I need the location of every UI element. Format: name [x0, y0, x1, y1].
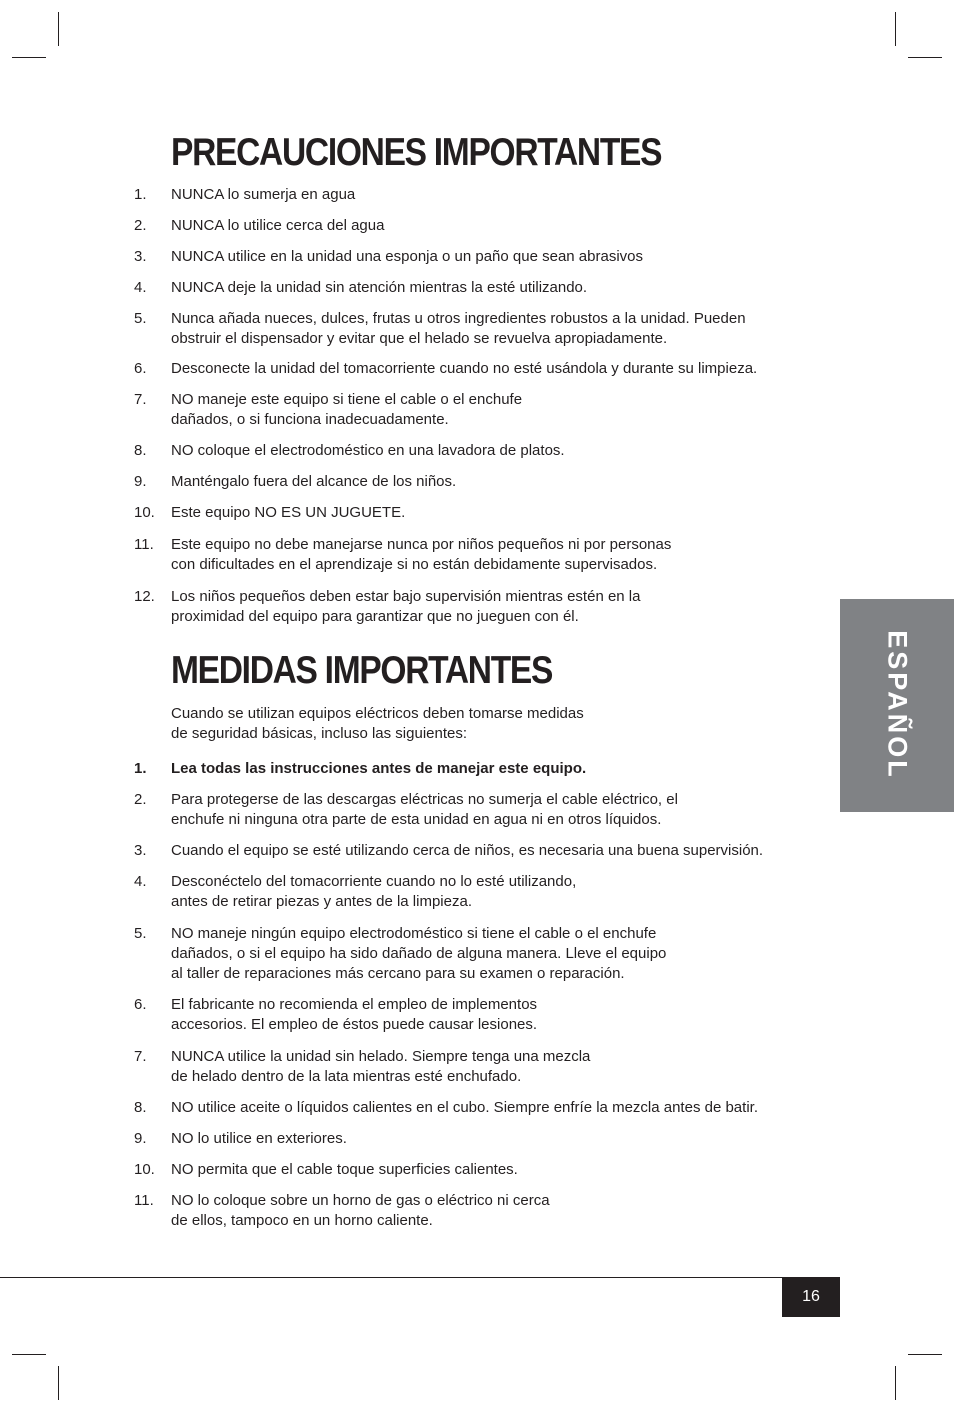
section-title-medidas: MEDIDAS IMPORTANTES	[171, 649, 553, 692]
item-text: NO lo utilice en exteriores.	[171, 1130, 347, 1147]
crop-mark	[12, 1354, 46, 1355]
item-text: NUNCA lo sumerja en agua	[171, 186, 356, 203]
item-text: Este equipo NO ES UN JUGUETE.	[171, 504, 406, 521]
item-text: NO lo coloque sobre un horno de gas o eléctrico ni cerca de ellos, tampoco en un horno caliente.	[171, 1192, 550, 1229]
item-text: NO maneje ningún equipo electrodoméstico si tiene el cable o el enchufe dañados, o si el equipo ha sido dañado de alguna manera. Lleve el equipo al taller de reparaciones más cercano para su examen o reparación.	[171, 925, 667, 982]
language-label: ESPAÑOL	[882, 630, 913, 780]
item-number: 8.	[134, 1099, 147, 1116]
item-number: 3.	[134, 248, 147, 265]
crop-mark	[895, 1366, 896, 1400]
item-number: 3.	[134, 842, 147, 859]
crop-mark	[58, 1366, 59, 1400]
item-number: 2.	[134, 791, 147, 808]
language-tab	[840, 599, 954, 812]
item-number: 1.	[134, 186, 147, 203]
item-text: Manténgalo fuera del alcance de los niños.	[171, 473, 457, 490]
item-text: NO utilice aceite o líquidos calientes en el cubo. Siempre enfríe la mezcla antes de batir.	[171, 1099, 758, 1116]
item-number: 4.	[134, 279, 147, 296]
item-text: Cuando el equipo se esté utilizando cerca de niños, es necesaria una buena supervisión.	[171, 842, 764, 859]
footer-rule	[0, 1277, 840, 1278]
item-number: 9.	[134, 473, 147, 490]
item-number: 4.	[134, 873, 147, 890]
crop-mark	[908, 57, 942, 58]
item-number: 5.	[134, 310, 147, 327]
item-text: Desconéctelo del tomacorriente cuando no lo esté utilizando, antes de retirar piezas y antes de la limpieza.	[171, 873, 577, 910]
crop-mark	[908, 1354, 942, 1355]
item-text: NO maneje este equipo si tiene el cable o el enchufe dañados, o si funciona inadecuadamente.	[171, 391, 523, 428]
item-text: El fabricante no recomienda el empleo de implementos accesorios. El empleo de éstos puede causar lesiones.	[171, 996, 538, 1033]
item-number: 6.	[134, 360, 147, 377]
item-number: 5.	[134, 925, 147, 942]
item-text: NUNCA utilice la unidad sin helado. Siempre tenga una mezcla de helado dentro de la lata mientras esté enchufado.	[171, 1048, 591, 1085]
item-text: NUNCA utilice en la unidad una esponja o un paño que sean abrasivos	[171, 248, 643, 265]
item-number: 7.	[134, 1048, 147, 1065]
item-number: 12.	[134, 588, 155, 605]
item-number: 2.	[134, 217, 147, 234]
item-number: 10.	[134, 1161, 155, 1178]
item-number: 7.	[134, 391, 147, 408]
item-text: NO permita que el cable toque superficies calientes.	[171, 1161, 518, 1178]
item-number: 11.	[134, 536, 154, 553]
item-number: 9.	[134, 1130, 147, 1147]
item-number: 10.	[134, 504, 155, 521]
item-text: Para protegerse de las descargas eléctricas no sumerja el cable eléctrico, el enchufe ni ninguna otra parte de esta unidad en agua ni en otros líquidos.	[171, 791, 678, 828]
item-text: Lea todas las instrucciones antes de manejar este equipo.	[171, 760, 587, 777]
section-title-precauciones: PRECAUCIONES IMPORTANTES	[171, 131, 662, 174]
item-text: Los niños pequeños deben estar bajo supervisión mientras estén en la proximidad del equipo para garantizar que no jueguen con él.	[171, 588, 641, 625]
item-number: 11.	[134, 1192, 154, 1209]
section-intro: Cuando se utilizan equipos eléctricos deben tomarse medidas de seguridad básicas, incluso las siguientes:	[171, 705, 584, 742]
item-text: Este equipo no debe manejarse nunca por niños pequeños ni por personas con dificultades en el aprendizaje si no están debidamente supervisados.	[171, 536, 672, 573]
item-number: 6.	[134, 996, 147, 1013]
item-number: 1.	[134, 760, 147, 777]
item-text: NO coloque el electrodoméstico en una lavadora de platos.	[171, 442, 565, 459]
crop-mark	[58, 12, 59, 46]
page-number: 16	[782, 1277, 840, 1317]
item-text: NUNCA lo utilice cerca del agua	[171, 217, 385, 234]
item-text: NUNCA deje la unidad sin atención mientras la esté utilizando.	[171, 279, 588, 296]
crop-mark	[895, 12, 896, 46]
item-text: Desconecte la unidad del tomacorriente cuando no esté usándola y durante su limpieza.	[171, 360, 758, 377]
crop-mark	[12, 57, 46, 58]
item-number: 8.	[134, 442, 147, 459]
item-text: Nunca añada nueces, dulces, frutas u otros ingredientes robustos a la unidad. Pueden obstruir el dispensador y evitar que el helado se revuelva apropiadamente.	[171, 310, 746, 347]
